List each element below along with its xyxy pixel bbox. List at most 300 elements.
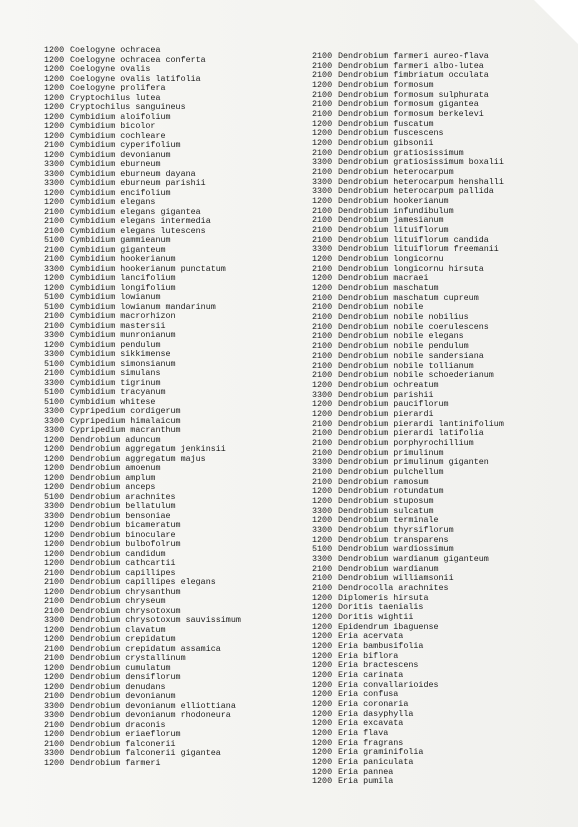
species-name: Eria dasyphylla — [338, 708, 414, 719]
price-code: 1200 — [44, 102, 65, 112]
price-code: 2100 — [312, 205, 333, 216]
price-code: 1200 — [44, 586, 65, 597]
price-code: 1200 — [312, 708, 333, 719]
price-code: 3300 — [312, 157, 333, 168]
species-name: Cymbidium simonsianum — [70, 358, 176, 369]
species-name: Cymbidium macrorhizon — [70, 311, 176, 321]
species-name: Cymbidium eburneum parishii — [70, 178, 206, 188]
species-name: Dendrobium maschatum — [338, 283, 439, 294]
species-name: Cymbidium gammieanum — [70, 235, 171, 245]
species-name: Dendrobium candidum — [70, 548, 166, 559]
price-code: 1200 — [44, 729, 65, 739]
price-code: 5100 — [44, 292, 65, 302]
price-code: 2100 — [312, 215, 333, 226]
price-code: 1200 — [312, 138, 333, 149]
species-name: Dendrobium binoculare — [70, 529, 176, 540]
species-name: Dendrobium lituiflorum — [338, 225, 449, 236]
species-name: Dendrobium nobile elegans — [338, 331, 464, 342]
price-code: 3300 — [312, 457, 333, 468]
price-code: 5100 — [44, 301, 65, 312]
species-name: Dendrobium terminale — [338, 515, 439, 526]
species-name: Cymbidium mastersii — [70, 320, 166, 331]
price-code: 2100 — [44, 691, 65, 701]
species-name: Cypripedium himalaicum — [70, 415, 181, 426]
price-code: 5100 — [44, 396, 65, 407]
price-code: 3300 — [44, 710, 65, 720]
species-name: Cymbidium sikkimense — [70, 349, 171, 359]
species-name: Dendrobium clavatum — [70, 624, 166, 635]
species-name: Dendrobium jamesianum — [338, 215, 444, 226]
price-code: 3300 — [312, 524, 333, 535]
species-name: Coelogyne ochracea conferta — [70, 54, 206, 65]
price-code: 2100 — [44, 719, 65, 730]
species-name: Dendrobium nobile sandersiana — [338, 350, 484, 361]
species-name: Cymbidium aloifolium — [70, 111, 171, 122]
price-code: 1200 — [312, 273, 333, 284]
price-code: 2100 — [312, 70, 333, 81]
price-code: 2100 — [44, 368, 65, 378]
species-name: Dendrocolla arachnites — [338, 582, 449, 593]
species-name: Dendrobium farmeri — [70, 757, 161, 768]
price-code: 1200 — [44, 73, 65, 84]
species-name: Dendrobium chrysotoxum — [70, 605, 181, 616]
price-code: 2100 — [44, 567, 65, 578]
species-name: Cymbidium elegans lutescens — [70, 225, 206, 236]
price-code: 2100 — [312, 321, 333, 332]
species-name: Dendrobium formosum berkelevi — [338, 109, 484, 120]
price-code: 2100 — [312, 476, 333, 487]
price-code: 1200 — [44, 121, 65, 131]
species-name: Cymbidium pendulum — [70, 339, 161, 350]
price-code: 2100 — [312, 350, 333, 361]
price-code: 1200 — [44, 529, 65, 540]
species-name: Eria bractescens — [338, 660, 419, 671]
price-code: 1200 — [312, 128, 333, 139]
species-name: Dendrobium stuposum — [338, 495, 434, 506]
price-code: 1200 — [44, 45, 65, 55]
species-name: Dendrobium capillipes — [70, 567, 176, 578]
species-name: Dendrobium fuscescens — [338, 128, 444, 139]
species-name: Eria pumila — [338, 776, 394, 787]
price-code: 1200 — [312, 515, 333, 526]
price-code: 2100 — [44, 244, 65, 255]
price-code: 1200 — [44, 558, 65, 568]
species-name: Dendrobium pulchellum — [338, 466, 444, 477]
species-name: Cymbidium eburneum — [70, 159, 161, 169]
price-code: 1200 — [44, 624, 65, 635]
species-name: Dendrobium sulcatum — [338, 505, 434, 516]
species-name: Dendrobium porphyrochillium — [338, 437, 474, 448]
species-name: Dendrobium bicameratum — [70, 520, 181, 530]
price-code: 1200 — [44, 634, 65, 644]
species-name: Dendrobium primulinum giganten — [338, 457, 489, 468]
species-name: Cymbidium bicolor — [70, 121, 156, 131]
price-code: 2100 — [312, 99, 333, 110]
species-name: Cryptochilus sanguineus — [70, 102, 186, 112]
price-code: 1200 — [312, 379, 333, 390]
species-name: Dendrobium eriaeflorum — [70, 729, 181, 739]
species-name: Dendrobium farmeri albo-lutea — [338, 60, 484, 71]
price-code: 2100 — [44, 206, 65, 217]
species-name: Dendrobium devonianum — [70, 691, 176, 701]
price-code: 1200 — [312, 757, 333, 768]
price-code: 2100 — [312, 447, 333, 458]
price-code: 3300 — [312, 176, 333, 187]
price-code: 3300 — [44, 178, 65, 188]
species-name: Eria acervata — [338, 631, 404, 642]
price-code: 1200 — [44, 434, 65, 445]
species-name: Dendrobium devonianum elliottiana — [70, 700, 236, 711]
price-code: 2100 — [312, 360, 333, 371]
species-name: Dendrobium primulinum — [338, 447, 444, 458]
species-name: Dendrobium longicornu hirsuta — [338, 263, 484, 274]
price-code: 1200 — [312, 718, 333, 729]
species-name: Dendrobium wardianum giganteum — [338, 553, 489, 564]
species-name: Cymbidium tracyanum — [70, 387, 166, 397]
price-code: 1200 — [312, 776, 333, 787]
species-name: Dendrobium ramosum — [338, 476, 429, 487]
price-code: 3300 — [44, 510, 65, 521]
species-name: Dendrobium gratiosissimum boxalii — [338, 157, 504, 168]
species-name: Dendrobium fuscatum — [338, 118, 434, 129]
price-code: 1200 — [312, 399, 333, 410]
species-name: Coelogyne ovalis — [70, 64, 151, 74]
price-code: 1200 — [312, 660, 333, 671]
price-code: 1200 — [44, 453, 65, 464]
price-code: 2100 — [312, 573, 333, 584]
species-name: Cymbidium elegans gigantea — [70, 206, 201, 217]
price-code: 2100 — [312, 341, 333, 352]
price-code: 1200 — [44, 463, 65, 473]
price-code: 2100 — [44, 311, 65, 321]
species-name: Cymbidium cyperifolium — [70, 140, 181, 150]
price-code: 2100 — [312, 582, 333, 593]
species-name: Dendrobium parishii — [338, 389, 434, 400]
species-name: Eria carinata — [338, 670, 404, 680]
price-code: 2100 — [44, 653, 65, 663]
price-code: 1200 — [312, 408, 333, 419]
species-name: Cymbidium giganteum — [70, 244, 166, 255]
species-name: Dendrobium anceps — [70, 482, 156, 492]
price-code: 1200 — [44, 197, 65, 207]
price-code: 2100 — [312, 109, 333, 120]
folded-corner — [534, 0, 578, 44]
left-column — [44, 46, 241, 768]
list-item — [44, 759, 241, 769]
species-name: Dendrobium bellatulum — [70, 501, 176, 511]
price-code: 3300 — [312, 553, 333, 564]
species-name: Dendrobium chrysotoxum sauvissimum — [70, 615, 241, 625]
price-code: 2100 — [312, 370, 333, 381]
species-name: Eria pannea — [338, 766, 394, 777]
price-code: 2100 — [312, 331, 333, 342]
species-name: Epidendrum ibaguense — [338, 621, 439, 632]
species-name: Dendrobium nobile schoederianum — [338, 370, 494, 381]
price-code: 2100 — [44, 605, 65, 616]
price-code: 2100 — [312, 60, 333, 71]
price-code: 1200 — [312, 747, 333, 758]
right-column — [312, 52, 504, 787]
species-name: Dendrobium pierardi — [338, 408, 434, 419]
price-code: 1200 — [44, 482, 65, 492]
species-name: Coelogyne ochracea — [70, 45, 161, 55]
price-code: 2100 — [312, 428, 333, 439]
species-name: Dendrobium infundibulum — [338, 205, 454, 216]
price-code: 1200 — [312, 495, 333, 506]
price-code: 5100 — [44, 235, 65, 245]
species-name: Doritis wightii — [338, 611, 414, 622]
species-name: Dendrobium wardiossimum — [338, 544, 454, 555]
species-name: Cymbidium eburneum dayana — [70, 168, 196, 179]
price-code: 5100 — [44, 491, 65, 502]
species-name: Coelogyne prolifera — [70, 83, 166, 93]
species-name: Cymbidium tigrinum — [70, 377, 161, 388]
price-code: 1200 — [312, 650, 333, 661]
species-name: Dendrobium bulbofolrum — [70, 539, 181, 549]
price-code: 1200 — [44, 662, 65, 673]
species-name: Dendrobium falconerii gigantea — [70, 748, 221, 758]
price-code: 1200 — [312, 611, 333, 622]
species-name: Cymbidium elegans intermedia — [70, 216, 211, 226]
species-name: Dendrobium denudans — [70, 681, 166, 692]
species-name: Cymbidium longifolium — [70, 282, 176, 293]
price-code: 1200 — [44, 83, 65, 93]
price-code: 2100 — [312, 234, 333, 245]
species-name: Dendrobium macraei — [338, 273, 429, 284]
species-name: Dendrobium heterocarpum — [338, 167, 454, 178]
species-name: Dendrobium cumulatum — [70, 662, 171, 673]
price-code: 2100 — [312, 147, 333, 158]
species-name: Dendrobium williamsonii — [338, 573, 454, 584]
price-code: 2100 — [44, 596, 65, 606]
species-name: Cymbidium devonianum — [70, 149, 171, 160]
price-code: 2100 — [44, 254, 65, 264]
species-name: Doritis taenialis — [338, 602, 424, 613]
price-code: 1200 — [44, 64, 65, 74]
species-name: Dendrobium pauciflorum — [338, 399, 449, 410]
price-code: 3300 — [312, 389, 333, 400]
species-name: Eria flava — [338, 728, 389, 739]
price-code: 1200 — [312, 689, 333, 700]
species-name: Eria graminifolia — [338, 747, 424, 758]
price-code: 3300 — [44, 349, 65, 359]
price-code: 1200 — [44, 472, 65, 483]
species-name: Eria convallarioides — [338, 679, 439, 690]
species-name: Dendrobium lituiflorum candida — [338, 234, 489, 245]
species-name: Dendrobium pierardi lantinifolium — [338, 418, 504, 429]
species-name: Dendrobium aggregatum majus — [70, 453, 206, 464]
price-code: 1200 — [44, 273, 65, 283]
species-name: Eria coronaria — [338, 699, 409, 710]
species-name: Eria paniculata — [338, 757, 414, 768]
price-code: 1200 — [44, 187, 65, 198]
list-item — [312, 777, 504, 787]
price-code: 1200 — [44, 672, 65, 682]
price-code: 1200 — [312, 728, 333, 739]
species-name: Cymbidium whitese — [70, 396, 156, 407]
price-code: 2100 — [312, 312, 333, 323]
species-name: Dendrobium crystallinum — [70, 653, 186, 663]
species-name: Dendrobium heterocarpum pallida — [338, 186, 494, 197]
species-name: Dendrobium crepidatum — [70, 634, 176, 644]
price-code: 1200 — [312, 766, 333, 777]
price-code: 2100 — [312, 292, 333, 303]
price-code: 1200 — [44, 130, 65, 141]
species-name: Cymbidium lancifolium — [70, 273, 176, 283]
price-code: 2100 — [44, 643, 65, 654]
price-code: 3300 — [44, 406, 65, 416]
price-code: 3300 — [312, 186, 333, 197]
price-code: 1200 — [44, 520, 65, 530]
price-code: 2100 — [312, 263, 333, 274]
species-name: Dendrobium densiflorum — [70, 672, 181, 682]
species-name: Cymbidium encifolium — [70, 187, 171, 198]
price-code: 3300 — [44, 425, 65, 435]
species-name: Dendrobium maschatum cupreum — [338, 292, 479, 303]
species-name: Dendrobium gratiosissimum — [338, 147, 464, 158]
species-name: Dendrobium nobile — [338, 302, 424, 313]
price-code: 2100 — [312, 437, 333, 448]
species-name: Cymbidium lowianum — [70, 292, 161, 302]
species-name: Dendrobium falconerii — [70, 738, 176, 749]
price-code: 2100 — [44, 216, 65, 226]
species-name: Dendrobium formosum sulphurata — [338, 89, 489, 100]
price-code: 1200 — [312, 486, 333, 497]
species-name: Dendrobium devonianum rhodoneura — [70, 710, 231, 720]
price-code: 1200 — [312, 670, 333, 680]
price-code: 1200 — [312, 631, 333, 642]
species-name: Cymbidium simulans — [70, 368, 161, 378]
price-code: 1200 — [44, 92, 65, 103]
species-name: Dendrobium formosum gigantea — [338, 99, 479, 110]
species-name: Eria confusa — [338, 689, 399, 700]
price-code: 1200 — [312, 602, 333, 613]
price-code: 2100 — [44, 738, 65, 749]
species-name: Dendrobium cathcartii — [70, 558, 176, 568]
species-name: Dendrobium thyrsiflorum — [338, 524, 454, 535]
price-code: 1200 — [312, 118, 333, 129]
species-name: Cymbidium elegans — [70, 197, 156, 207]
price-code: 2100 — [312, 302, 333, 313]
species-name: Diplomeris hirsuta — [338, 592, 429, 603]
species-name: Dendrobium fimbriatum occulata — [338, 70, 489, 81]
price-code: 1200 — [44, 54, 65, 65]
species-name: Dendrobium longicornu — [338, 254, 444, 265]
price-code: 3300 — [44, 501, 65, 511]
species-name: Dendrobium capillipes elegans — [70, 577, 216, 587]
price-code: 2100 — [312, 418, 333, 429]
price-code: 1200 — [312, 699, 333, 710]
species-name: Dendrobium aggregatum jenkinsii — [70, 444, 226, 454]
species-name: Cymbidium lowianum mandarinum — [70, 301, 216, 312]
price-code: 2100 — [312, 89, 333, 100]
price-code: 1200 — [44, 444, 65, 454]
price-code: 1200 — [312, 254, 333, 265]
species-name: Cymbidium munronianum — [70, 330, 176, 340]
price-code: 1200 — [312, 621, 333, 632]
species-name: Eria excavata — [338, 718, 404, 729]
price-code: 5100 — [44, 358, 65, 369]
species-name: Dendrobium nobile nobilius — [338, 312, 469, 323]
price-code: 2100 — [44, 225, 65, 236]
species-name: Dendrobium gibsonii — [338, 138, 434, 149]
species-name: Dendrobium amplum — [70, 472, 156, 483]
species-name: Dendrobium bensoniae — [70, 510, 171, 521]
price-code: 3300 — [44, 330, 65, 340]
species-name: Dendrobium amoenum — [70, 463, 161, 473]
price-code: 3300 — [44, 615, 65, 625]
species-name: Dendrobium nobile coerulescens — [338, 321, 489, 332]
species-name: Cryptochilus lutea — [70, 92, 161, 103]
species-name: Dendrobium lituiflorum freemanii — [338, 244, 499, 255]
species-name: Dendrobium crepidatum assamica — [70, 643, 221, 654]
price-code: 2100 — [312, 466, 333, 477]
species-name: Dendrobium draconis — [70, 719, 166, 730]
price-code: 5100 — [44, 387, 65, 397]
price-code: 2100 — [44, 140, 65, 150]
species-name: Dendrobium arachnites — [70, 491, 176, 502]
price-code: 1200 — [44, 548, 65, 559]
price-code: 1200 — [44, 539, 65, 549]
price-code: 1200 — [44, 339, 65, 350]
price-code: 1200 — [312, 592, 333, 603]
species-name: Dendrobium chryseum — [70, 596, 166, 606]
price-code: 3300 — [44, 415, 65, 426]
species-name: Dendrobium pierardi latifolia — [338, 428, 484, 439]
price-code: 1200 — [312, 283, 333, 294]
price-code: 3300 — [44, 159, 65, 169]
species-name: Cymbidium hookerianum punctatum — [70, 263, 226, 274]
price-code: 1200 — [312, 737, 333, 748]
price-code: 2100 — [312, 51, 333, 61]
price-code: 2100 — [312, 167, 333, 178]
price-code: 1200 — [44, 111, 65, 122]
species-name: Dendrobium rotundatum — [338, 486, 444, 497]
species-name: Dendrobium ochreatum — [338, 379, 439, 390]
price-code: 1200 — [44, 282, 65, 293]
price-code: 1200 — [312, 679, 333, 690]
species-name: Dendrobium nobile tollianum — [338, 360, 474, 371]
species-name: Eria fragrans — [338, 737, 404, 748]
price-code: 3300 — [312, 505, 333, 516]
price-code: 1200 — [44, 681, 65, 692]
price-code: 3300 — [44, 748, 65, 758]
price-code: 1200 — [312, 534, 333, 545]
price-code: 2100 — [312, 563, 333, 574]
price-code: 2100 — [44, 577, 65, 587]
price-code: 1200 — [312, 640, 333, 651]
species-name: Cymbidium hookerianum — [70, 254, 176, 264]
species-name: Dendrobium heterocarpum henshalli — [338, 176, 504, 187]
species-name: Dendrobium nobile pendulum — [338, 341, 469, 352]
price-code: 5100 — [312, 544, 333, 555]
price-code: 3300 — [44, 700, 65, 711]
species-name: Dendrobium formosum — [338, 80, 434, 91]
price-code: 1200 — [44, 149, 65, 160]
price-code: 1200 — [44, 757, 65, 768]
species-name: Dendrobium farmeri aureo-flava — [338, 51, 489, 61]
species-name: Cymbidium cochleare — [70, 130, 166, 141]
price-code: 3300 — [44, 168, 65, 179]
species-name: Eria biflora — [338, 650, 399, 661]
species-name: Dendrobium aduncum — [70, 434, 161, 445]
price-code: 3300 — [44, 263, 65, 274]
species-name: Cypripedium cordigerum — [70, 406, 181, 416]
price-code: 1200 — [312, 80, 333, 91]
price-code: 2100 — [44, 320, 65, 331]
price-code: 3300 — [312, 244, 333, 255]
species-name: Dendrobium chrysanthum — [70, 586, 181, 597]
